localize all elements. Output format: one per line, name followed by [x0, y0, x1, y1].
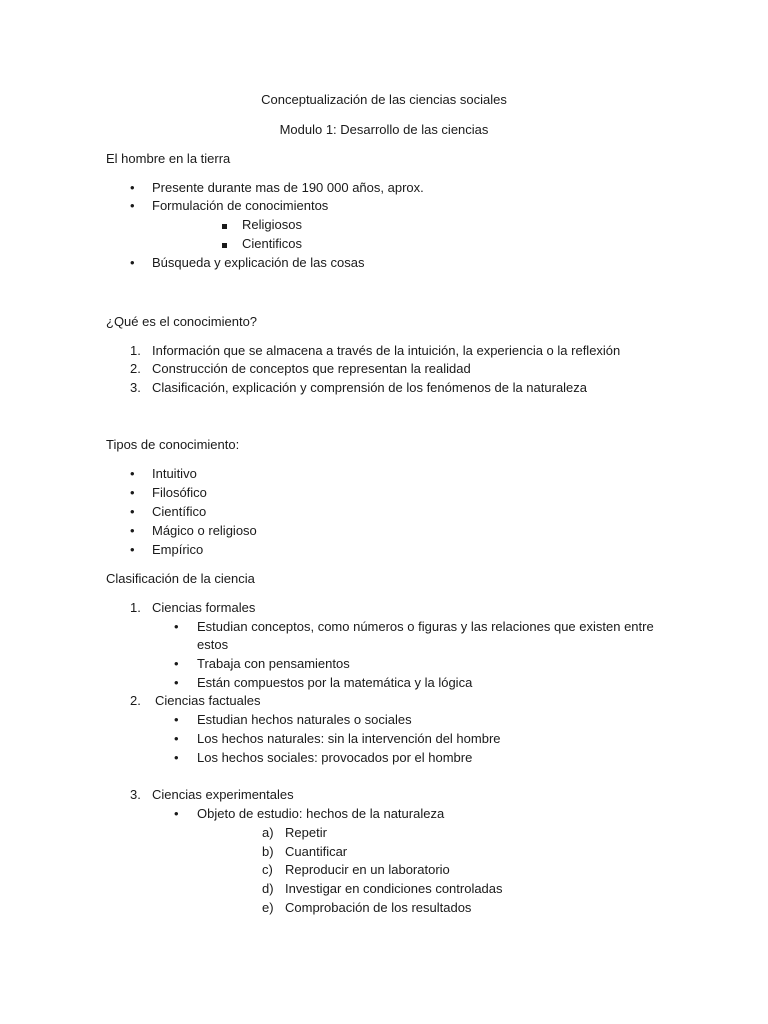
bullet-icon: •: [174, 712, 179, 727]
bullet-icon: •: [130, 504, 135, 519]
list-item: Ciencias factuales: [155, 693, 261, 708]
sub-list-item: Los hechos naturales: sin la intervención del hombre: [197, 731, 501, 746]
sub-list-item: Estudian hechos naturales o sociales: [197, 712, 412, 727]
sub-list-item: Objeto de estudio: hechos de la naturaleza: [197, 806, 445, 821]
sub-list-item: Trabaja con pensamientos: [197, 656, 350, 671]
section-heading-tipos: Tipos de conocimiento:: [106, 437, 240, 452]
bullet-icon: •: [174, 656, 179, 671]
list-item: Información que se almacena a través de la intuición, la experiencia o la reflexión: [152, 343, 621, 358]
module-subtitle: Modulo 1: Desarrollo de las ciencias: [279, 122, 489, 137]
list-item: Construcción de conceptos que representan la realidad: [152, 361, 471, 376]
list-item: Búsqueda y explicación de las cosas: [152, 255, 365, 270]
sub-list-item: Estudian conceptos, como números o figuras y las relaciones que existen entre: [197, 619, 654, 634]
list-item: Empírico: [152, 542, 204, 557]
bullet-icon: •: [130, 542, 135, 557]
bullet-icon: •: [130, 485, 135, 500]
section-heading-clasificacion: Clasificación de la ciencia: [106, 571, 255, 586]
list-item: Científico: [152, 504, 207, 519]
list-item: Ciencias formales: [152, 600, 256, 615]
bullet-icon: •: [174, 731, 179, 746]
list-letter: a): [262, 825, 274, 840]
list-item: Presente durante mas de 190 000 años, aprox.: [152, 180, 424, 195]
sub-list-item: Los hechos sociales: provocados por el hombre: [197, 750, 473, 765]
list-item: Clasificación, explicación y comprensión de los fenómenos de la naturaleza: [152, 380, 588, 395]
bullet-icon: •: [130, 180, 135, 195]
list-number: 3.: [130, 787, 141, 802]
section-heading-hombre: El hombre en la tierra: [106, 151, 231, 166]
step-item: Reproducir en un laboratorio: [285, 862, 450, 877]
list-number: 1.: [130, 343, 141, 358]
sub-list-item: Religiosos: [242, 217, 302, 232]
list-item: Formulación de conocimientos: [152, 198, 329, 213]
bullet-icon: •: [174, 806, 179, 821]
step-item: Cuantificar: [285, 844, 348, 859]
sub-list-item: Están compuestos por la matemática y la lógica: [197, 675, 473, 690]
bullet-icon: •: [174, 750, 179, 765]
list-number: 2.: [130, 693, 141, 708]
bullet-icon: •: [174, 619, 179, 634]
step-item: Repetir: [285, 825, 327, 840]
list-number: 2.: [130, 361, 141, 376]
square-bullet-icon: [222, 217, 227, 233]
sub-list-item-continuation: estos: [197, 637, 229, 652]
document-title: Conceptualización de las ciencias sociales: [261, 92, 507, 107]
bullet-icon: •: [174, 675, 179, 690]
bullet-icon: •: [130, 523, 135, 538]
list-letter: e): [262, 900, 274, 915]
step-item: Investigar en condiciones controladas: [285, 881, 503, 896]
bullet-icon: •: [130, 255, 135, 270]
list-item: Ciencias experimentales: [152, 787, 294, 802]
sub-list-item: Cientificos: [242, 236, 302, 251]
list-letter: d): [262, 881, 274, 896]
list-letter: c): [262, 862, 273, 877]
bullet-icon: •: [130, 198, 135, 213]
list-letter: b): [262, 844, 274, 859]
list-item: Intuitivo: [152, 466, 197, 481]
list-item: Mágico o religioso: [152, 523, 257, 538]
list-item: Filosófico: [152, 485, 207, 500]
step-item: Comprobación de los resultados: [285, 900, 472, 915]
list-number: 1.: [130, 600, 141, 615]
square-bullet-icon: [222, 236, 227, 252]
bullet-icon: •: [130, 466, 135, 481]
section-heading-conocimiento: ¿Qué es el conocimiento?: [106, 314, 258, 329]
list-number: 3.: [130, 380, 141, 395]
